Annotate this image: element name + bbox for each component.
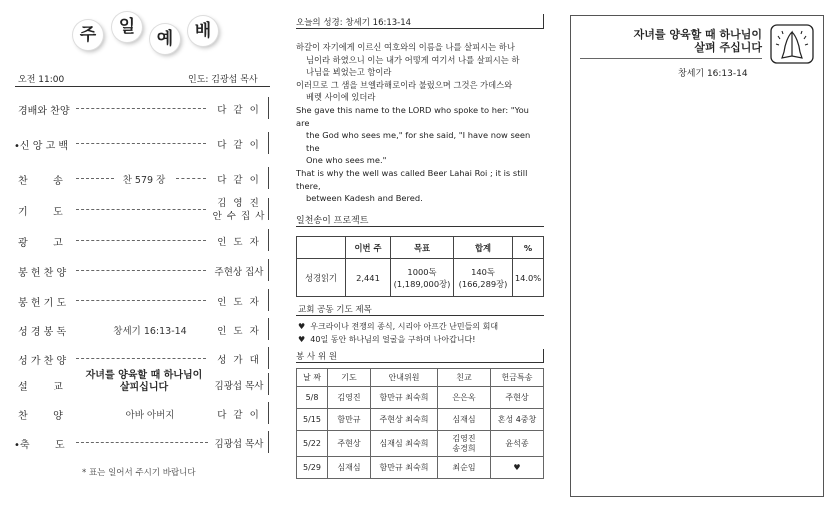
order-leader: 성 가 대 (217, 355, 261, 366)
order-label: 봉 헌 찬 양 (18, 268, 67, 279)
service-header-date: 날 짜 (297, 369, 328, 387)
passage-line: That is why the well was called Beer Lahai Roi ; it is still there, (296, 167, 528, 191)
service-offering-song: 혼성 4중창 (491, 409, 544, 431)
heart-icon: ♥ (298, 322, 306, 331)
row-divider (268, 318, 272, 340)
praying-hands-icon (770, 24, 814, 64)
header-rule (15, 86, 270, 87)
service-header-fellowship: 친교 (438, 369, 491, 387)
project-table (296, 236, 544, 297)
table-row (297, 431, 544, 457)
service-date: 5/8 (297, 387, 328, 409)
order-leader: 인 도 자 (217, 326, 261, 337)
row-divider (268, 97, 272, 119)
service-prayer: 김영진 (328, 387, 371, 409)
service-ushers: 주현상 최숙희 (371, 409, 438, 431)
table-row (297, 387, 544, 409)
prayer-text: 40일 동안 하나님의 얼굴을 구하며 나아갑니다! (310, 335, 476, 344)
project-goal (391, 259, 454, 297)
service-fellowship: 최순임 (438, 457, 491, 479)
order-label: 기 도 (18, 207, 63, 218)
project-title-rule (296, 226, 544, 227)
project-header-this-week: 이번 주 (346, 237, 391, 259)
service-offering-song: 윤석종 (491, 431, 544, 457)
order-leader-title: 안 수 집 사 (212, 211, 266, 222)
sermon-card-reference: 창세기 16:13-14 (678, 69, 748, 79)
passage-line: 나님을 뵈었는고 함이라 (306, 67, 392, 78)
service-ushers: 함만규 최숙희 (371, 387, 438, 409)
order-label: 봉 헌 기 도 (18, 298, 67, 309)
list-item (298, 320, 498, 333)
service-prayer: 심재심 (328, 457, 371, 479)
dotted-leader (76, 270, 206, 271)
sermon-card-title-line2: 살펴 주십니다 (694, 41, 762, 54)
prayer-list (298, 320, 498, 346)
project-title: 일천송이 프로젝트 (296, 216, 369, 226)
order-label: 경배와 찬양 (18, 106, 70, 117)
passage-line: 하갈이 자기에게 이르신 여호와의 이름을 나를 살피시는 하나 (296, 42, 515, 52)
prayer-text: 우크라이나 전쟁의 종식, 시리아 아프간 난민들의 회대 (310, 322, 499, 331)
hymn-number: 찬 579 장 (122, 175, 166, 186)
project-row-label: 성경읽기 (297, 259, 346, 297)
prayer-title: 교회 공동 기도 제목 (298, 305, 372, 315)
table-row (297, 409, 544, 431)
dotted-leader (76, 108, 206, 109)
sermon-card-title (580, 28, 762, 54)
row-divider (268, 402, 272, 424)
row-divider (268, 347, 272, 369)
order-label: 찬 송 (18, 176, 63, 187)
dotted-leader (76, 143, 206, 144)
prayer-title-rule (296, 315, 544, 316)
passage-line: between Kadesh and Bered. (306, 193, 423, 204)
service-header-offering-song: 헌금특송 (491, 369, 544, 387)
title-char-1: 주 (73, 20, 103, 50)
service-committee-title: 봉 사 위 원 (296, 352, 337, 362)
passage-line: She gave this name to the LORD who spoke to her: "You are (296, 104, 529, 128)
project-total-count: 140독 (471, 266, 495, 277)
order-leader: 다 같 이 (217, 175, 261, 186)
passage-line: 이러므로 그 샘을 브엘라해로이라 불렀으며 그것은 가데스와 (296, 79, 513, 90)
scripture-header: 오늘의 성경: 창세기 16:13-14 (296, 18, 412, 28)
dotted-leader (176, 178, 206, 179)
title-char-4: 배 (188, 16, 218, 46)
dotted-leader (76, 178, 114, 179)
passage-line: the God who sees me," for she said, "I have now seen the (306, 130, 531, 153)
order-label: •신 앙 고 백 (14, 141, 69, 152)
project-header-total: 합계 (454, 237, 513, 259)
dotted-leader (76, 300, 206, 301)
service-time: 오전 11:00 (18, 75, 65, 85)
praise-song: 아바 아버지 (125, 410, 175, 421)
row-divider (268, 198, 272, 220)
table-row (297, 457, 544, 479)
project-goal-count: 1000독 (407, 266, 437, 277)
project-total-pages: (166,289장) (458, 278, 508, 289)
sermon-card (570, 15, 824, 497)
order-leader: 김 영 진 (217, 198, 261, 209)
title-char-3: 예 (150, 24, 180, 54)
service-date: 5/22 (297, 431, 328, 457)
project-goal-pages: (1,189,000장) (393, 278, 451, 289)
service-ushers: 심재심 최숙희 (371, 431, 438, 457)
row-divider (268, 229, 272, 251)
title-char-2: 일 (112, 12, 142, 42)
service-table (296, 368, 544, 479)
row-divider (268, 373, 272, 395)
scripture-reference: 창세기 16:13-14 (113, 326, 187, 337)
project-percent: 14.0% (513, 259, 544, 297)
service-fellowship: 심재심 (438, 409, 491, 431)
project-header-percent: % (513, 237, 544, 259)
service-offering-song: 주현상 (491, 387, 544, 409)
project-total (454, 259, 513, 297)
order-label: 설 교 (18, 382, 63, 393)
order-leader: 김광섭 목사 (214, 439, 264, 450)
service-leader: 인도: 김광섭 목사 (188, 75, 258, 85)
order-leader: 다 같 이 (217, 140, 261, 151)
dotted-leader (76, 442, 208, 443)
project-header-goal: 목표 (391, 237, 454, 259)
dotted-leader (76, 240, 206, 241)
order-label: 성 경 봉 독 (18, 327, 67, 338)
sermon-title-line2: 살피십니다 (119, 382, 169, 393)
passage-line: 님이라 하였으니 이는 내가 어떻게 여기서 나를 살피시는 하 (306, 54, 520, 65)
project-header-blank (297, 237, 346, 259)
row-divider (268, 431, 272, 453)
order-leader: 다 같 이 (217, 105, 261, 116)
service-fellowship: 은은옥 (438, 387, 491, 409)
service-offering-song: ♥ (491, 457, 544, 479)
sermon-card-title-line1: 자녀를 양육할 때 하나님이 (633, 28, 762, 41)
order-leader: 인 도 자 (217, 297, 261, 308)
scripture-header-rule (296, 28, 544, 29)
heart-icon: ♥ (298, 335, 306, 344)
scripture-passage (296, 41, 544, 205)
order-label: 찬 양 (18, 411, 63, 422)
service-title-rule (296, 362, 544, 363)
order-leader: 김광섭 목사 (214, 381, 264, 392)
row-divider (268, 167, 272, 189)
order-label: 성 가 찬 양 (18, 356, 67, 367)
passage-line: One who sees me." (306, 155, 387, 166)
service-date: 5/15 (297, 409, 328, 431)
standing-note: * 표는 일어서 주시기 바랍니다 (82, 468, 196, 478)
row-divider (268, 289, 272, 311)
list-item (298, 333, 498, 346)
scripture-header-bracket (543, 14, 544, 28)
order-label: •축 도 (14, 440, 65, 451)
project-this-week: 2,441 (346, 259, 391, 297)
service-prayer: 함만규 (328, 409, 371, 431)
service-title-bracket (543, 349, 544, 362)
order-leader: 주현상 집사 (214, 267, 264, 278)
dotted-leader (76, 209, 206, 210)
sermon-card-rule (580, 58, 762, 59)
order-label: 광 고 (18, 238, 63, 249)
service-date: 5/29 (297, 457, 328, 479)
table-row (297, 259, 544, 297)
service-fellowship: 김영진 송경희 (438, 431, 491, 457)
dotted-leader (76, 358, 206, 359)
service-header-prayer: 기도 (328, 369, 371, 387)
sermon-title (80, 370, 208, 394)
order-leader: 인 도 자 (217, 237, 261, 248)
row-divider (268, 259, 272, 281)
service-header-ushers: 안내위원 (371, 369, 438, 387)
passage-line: 베렛 사이에 있더라 (306, 92, 376, 103)
service-ushers: 함만규 최숙희 (371, 457, 438, 479)
sermon-title-line1: 자녀를 양육할 때 하나님이 (85, 370, 203, 381)
service-prayer: 주현상 (328, 431, 371, 457)
row-divider (268, 132, 272, 154)
order-leader: 다 같 이 (217, 410, 261, 421)
